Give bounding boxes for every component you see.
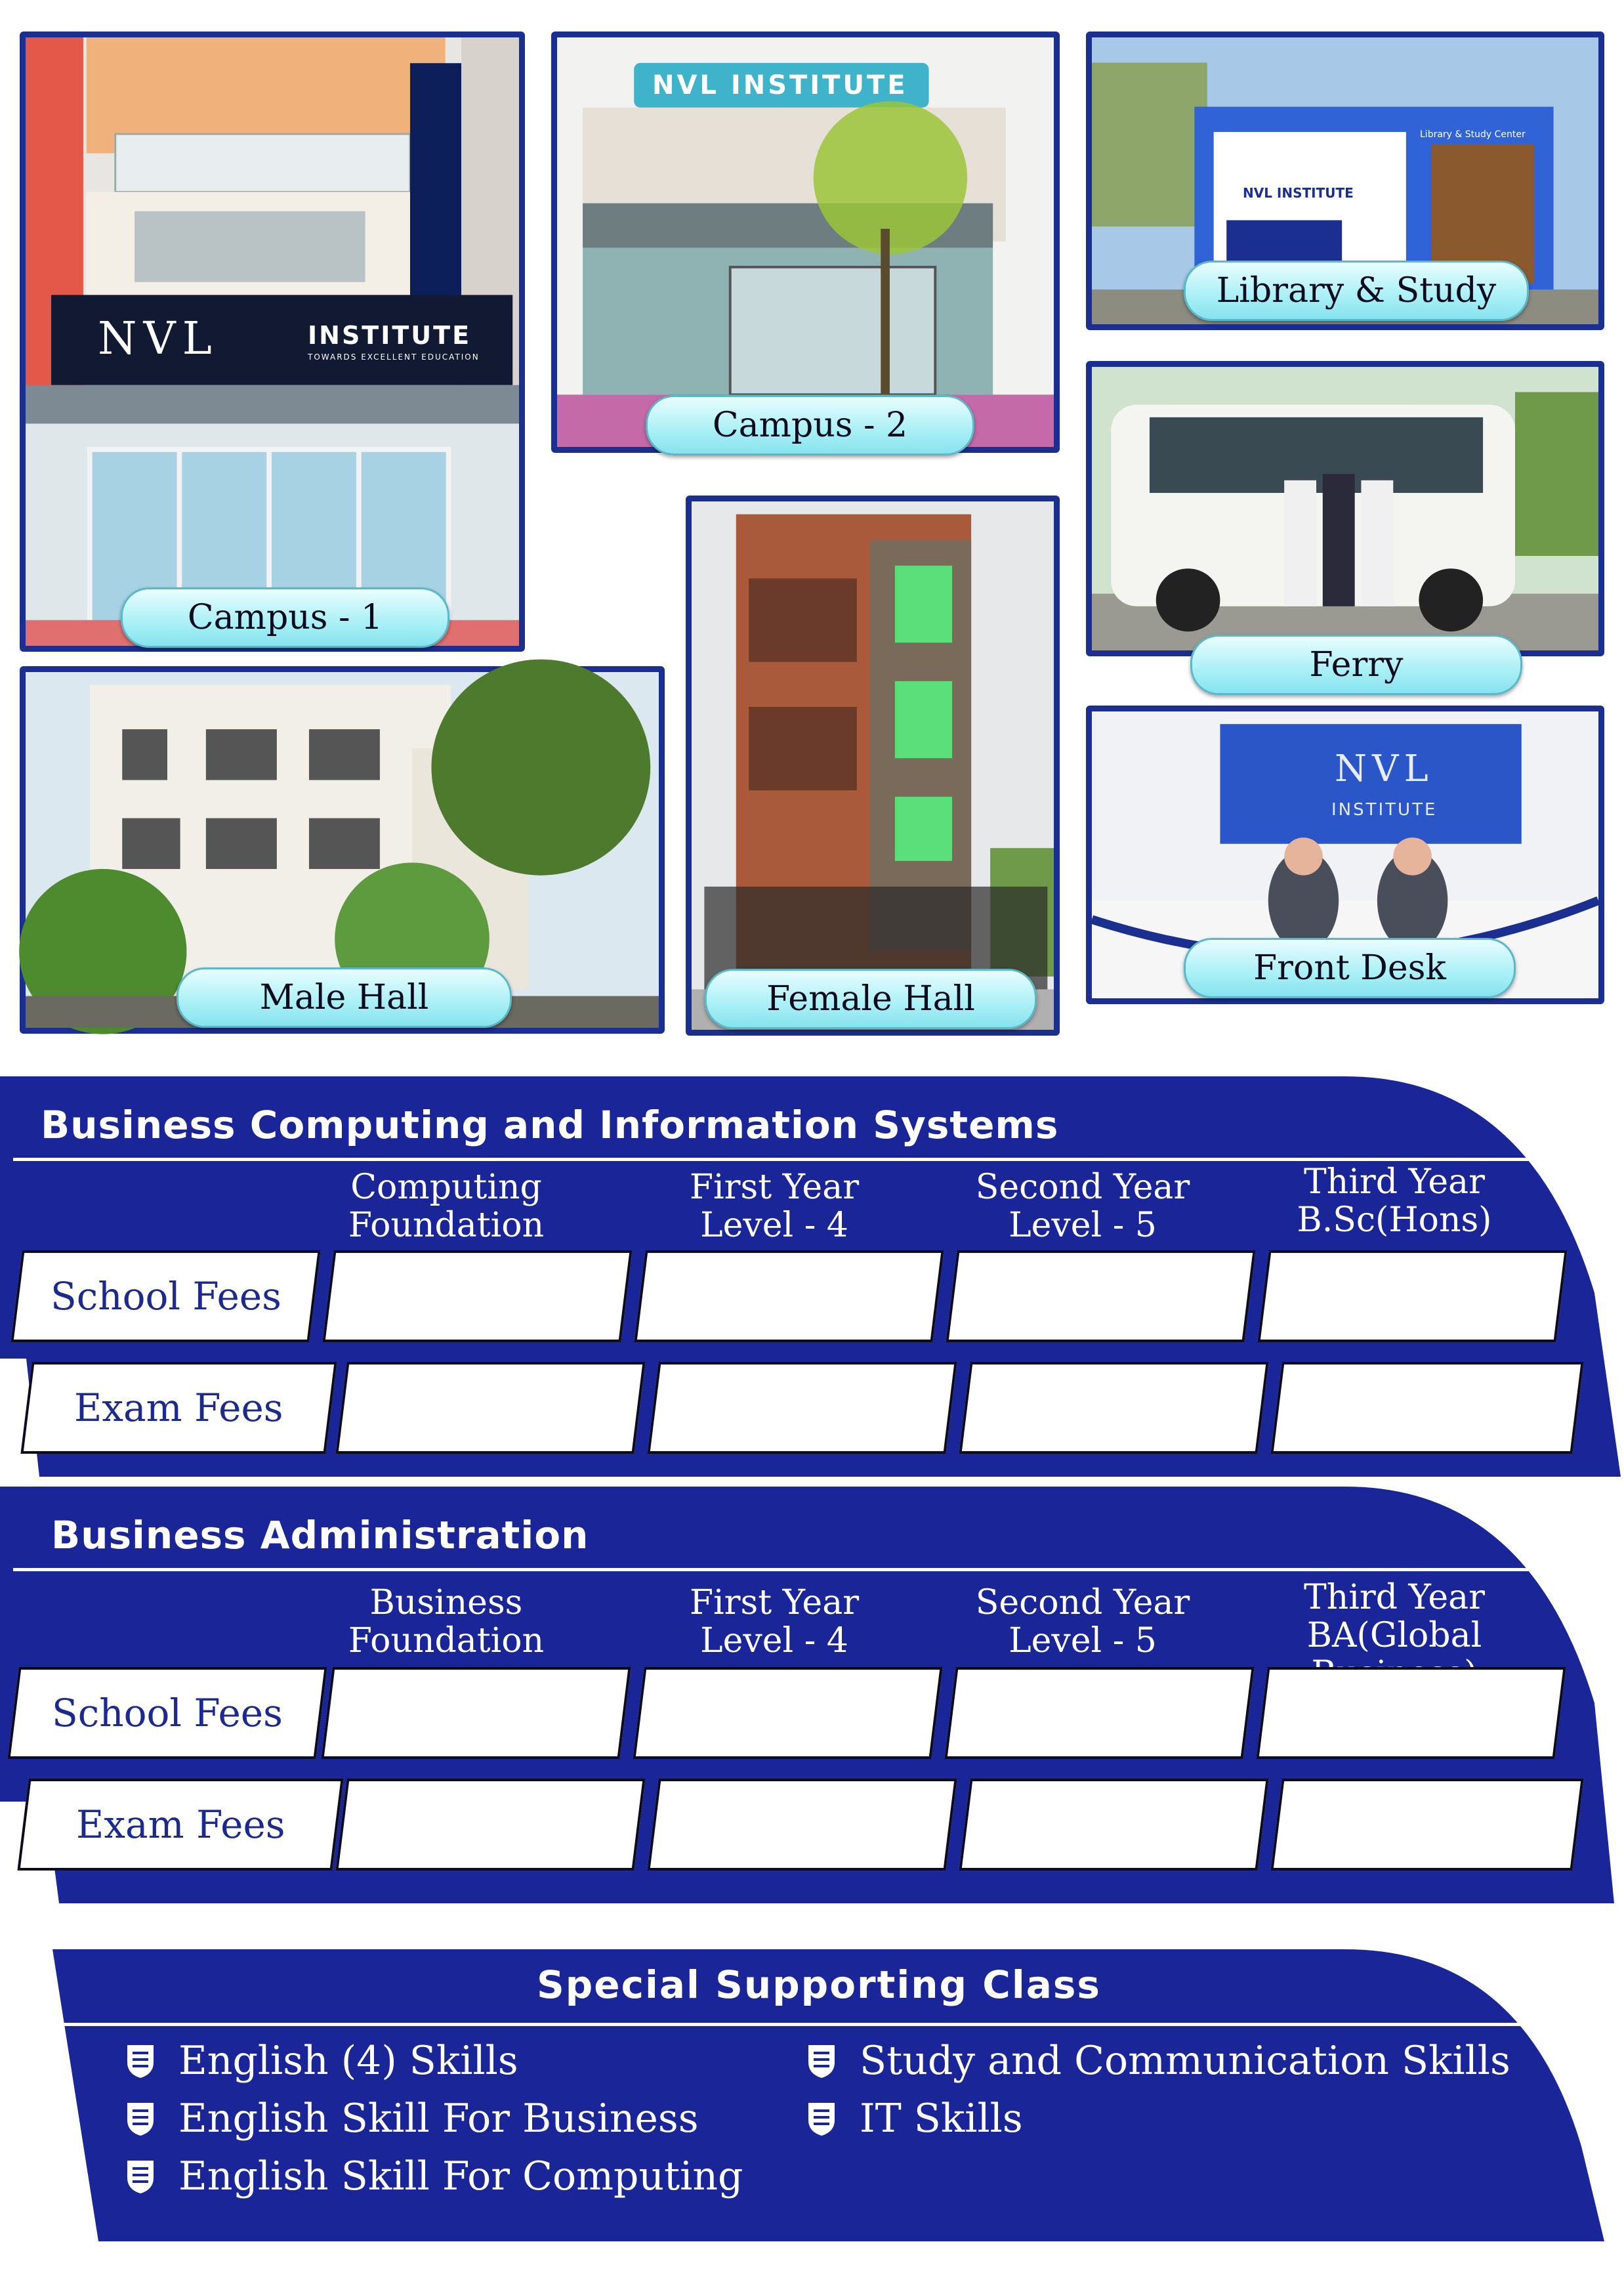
ba-school-fee-cell-2[interactable] <box>633 1667 942 1759</box>
ferry-bus-image <box>1092 367 1598 650</box>
bcis-col-1: Computing Foundation <box>348 1168 545 1245</box>
ba-exam-fee-cell-2[interactable] <box>647 1779 957 1871</box>
ba-exam-fee-cell-1[interactable] <box>335 1779 645 1871</box>
ba-exam-fee-cell-3[interactable] <box>959 1779 1268 1871</box>
library-sign: NVL INSTITUTE <box>1243 185 1354 201</box>
photo-male-hall <box>20 666 665 1034</box>
photo-female-hall <box>686 496 1060 1036</box>
bcis-title-rule <box>13 1158 1529 1161</box>
bcis-school-fee-cell-1[interactable] <box>322 1250 632 1342</box>
special-class-panel <box>0 1949 1624 2245</box>
ba-school-fee-cell-3[interactable] <box>944 1667 1254 1759</box>
special-item-english-4-skills: English (4) Skills <box>125 2038 518 2084</box>
bcis-fee-panel <box>0 1076 1624 1477</box>
special-item-it-skills: IT Skills <box>806 2096 1023 2142</box>
ba-col-2: First Year Level - 4 <box>689 1583 860 1660</box>
bcis-school-fee-cell-2[interactable] <box>634 1250 944 1342</box>
ba-school-fee-cell-4[interactable] <box>1256 1667 1566 1759</box>
campus-1-label: Campus - 1 <box>121 587 449 648</box>
front-desk-label: Front Desk <box>1184 938 1516 998</box>
crest-icon <box>806 2100 837 2137</box>
photo-campus-2 <box>551 32 1060 453</box>
photo-ferry <box>1086 361 1604 685</box>
bcis-row-exam-fees: Exam Fees <box>20 1362 337 1454</box>
bcis-exam-fee-cell-1[interactable] <box>335 1362 645 1454</box>
ba-exam-fee-cell-4[interactable] <box>1270 1779 1583 1871</box>
ba-col-1: Business Foundation <box>348 1583 545 1660</box>
female-hall-label: Female Hall <box>705 969 1037 1029</box>
ba-row-exam-fees: Exam Fees <box>17 1779 343 1871</box>
special-class-title: Special Supporting Class <box>537 1962 1101 2007</box>
special-item-english-business: English Skill For Business <box>125 2096 699 2142</box>
ba-title: Business Administration <box>51 1513 589 1557</box>
ba-row-school-fees: School Fees <box>7 1667 327 1759</box>
ba-col-3: Second Year Level - 5 <box>975 1583 1190 1660</box>
bcis-school-fee-cell-4[interactable] <box>1257 1250 1567 1342</box>
special-item-english-computing: English Skill For Computing <box>125 2153 743 2199</box>
crest-icon <box>125 2042 156 2079</box>
campus-2-label: Campus - 2 <box>646 395 974 455</box>
photo-front-desk <box>1086 706 1604 1004</box>
photo-campus-1 <box>20 32 525 652</box>
female-hall-building-image <box>692 501 1054 1030</box>
campus-1-sign-institute: INSTITUTE <box>308 321 472 350</box>
campus-1-sign-nvl: NVL <box>98 313 219 365</box>
special-title-rule <box>62 2023 1539 2026</box>
special-item-study-communication: Study and Communication Skills <box>806 2038 1510 2084</box>
library-center-sign: Library & Study Center <box>1420 129 1526 140</box>
crest-icon <box>806 2042 837 2079</box>
bcis-col-3: Second Year Level - 5 <box>975 1168 1190 1245</box>
crest-icon <box>125 2158 156 2195</box>
crest-icon <box>125 2100 156 2137</box>
ba-school-fee-cell-1[interactable] <box>321 1667 631 1759</box>
bcis-school-fee-cell-3[interactable] <box>946 1250 1255 1342</box>
bcis-row-school-fees: School Fees <box>10 1250 320 1342</box>
ferry-label: Ferry <box>1190 635 1522 695</box>
front-desk-sign-nvl: NVL <box>1335 748 1434 790</box>
photo-library-study <box>1086 32 1604 330</box>
ba-fee-panel <box>0 1487 1624 1907</box>
library-study-label: Library & Study <box>1184 261 1529 321</box>
male-hall-label: Male Hall <box>177 967 512 1028</box>
bcis-exam-fee-cell-3[interactable] <box>959 1362 1268 1454</box>
campus-2-sign: NVL INSTITUTE <box>652 70 908 100</box>
bcis-col-2: First Year Level - 4 <box>689 1168 860 1245</box>
bcis-title: Business Computing and Information Systems <box>41 1103 1059 1147</box>
bcis-exam-fee-cell-4[interactable] <box>1270 1362 1583 1454</box>
ba-title-rule <box>13 1568 1529 1571</box>
campus-1-sign-tagline: TOWARDS EXCELLENT EDUCATION <box>308 352 480 362</box>
ba-col-4: Third Year BA(Global <box>1304 1578 1485 1655</box>
bcis-col-4: Third Year B.Sc(Hons) <box>1297 1162 1492 1240</box>
front-desk-sign-institute: INSTITUTE <box>1331 800 1438 820</box>
bcis-exam-fee-cell-2[interactable] <box>647 1362 957 1454</box>
